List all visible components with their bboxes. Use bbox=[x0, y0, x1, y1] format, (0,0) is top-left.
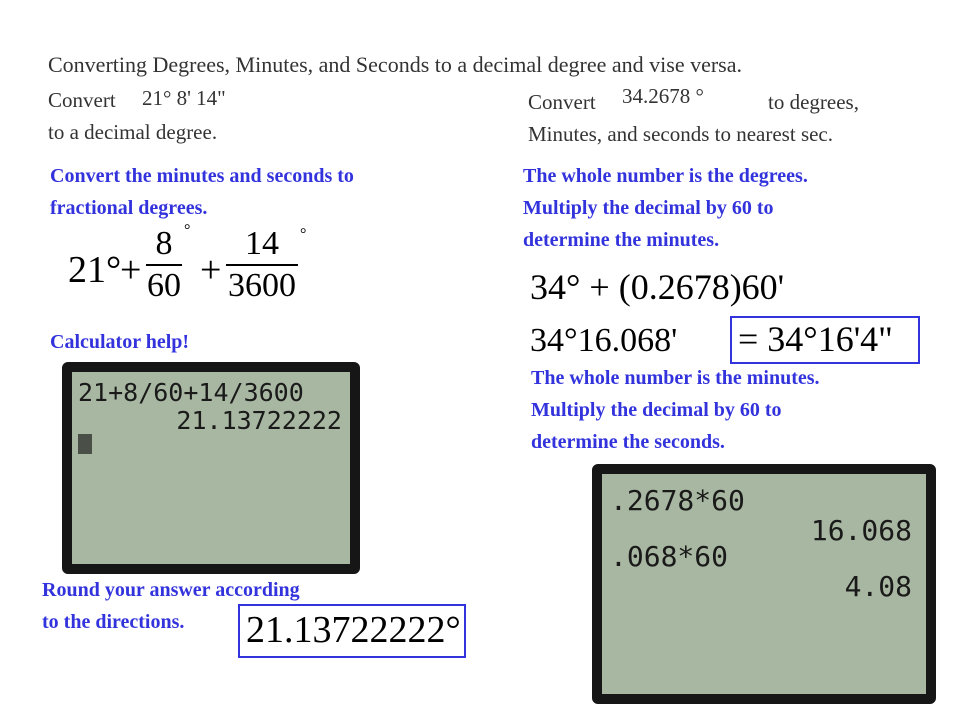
calculator-screen-left bbox=[62, 362, 360, 574]
formula-plus-2: + bbox=[200, 249, 222, 291]
calculator-result-line-1: 16.068 bbox=[810, 514, 912, 547]
result-box bbox=[238, 604, 466, 658]
result-value: 21.13722222° bbox=[246, 609, 461, 651]
calculator-result-line-2: 4.08 bbox=[844, 570, 912, 603]
calculator-input-line-1: .2678*60 bbox=[610, 484, 745, 517]
right-instruction2-line2: Multiply the decimal by 60 to bbox=[531, 399, 782, 421]
cursor-block bbox=[78, 434, 92, 454]
calculator-input-line-2: .068*60 bbox=[610, 540, 729, 573]
degree-mark-1: ° bbox=[184, 222, 191, 239]
right-prompt-line2: Minutes, and seconds to nearest sec. bbox=[528, 122, 834, 146]
right-prompt-label: Convert bbox=[528, 90, 596, 114]
right-prompt-value: 34.2678 ° bbox=[622, 84, 704, 108]
formula-plus-1: + bbox=[120, 249, 142, 291]
fraction-seconds-numerator: 14 bbox=[245, 225, 279, 262]
right-prompt-tail: to degrees, bbox=[768, 90, 859, 114]
calculator-help-label: Calculator help! bbox=[50, 331, 190, 353]
page-title: Converting Degrees, Minutes, and Seconds to a decimal degree and vise versa. bbox=[48, 52, 743, 77]
right-instruction2-line3: determine the seconds. bbox=[531, 431, 725, 453]
left-prompt-value: 21° 8' 14" bbox=[142, 86, 226, 110]
fraction-minutes-numerator: 8 bbox=[155, 225, 173, 262]
left-instruction-line2: fractional degrees. bbox=[50, 197, 208, 219]
right-formula-1: 34° + (0.2678)60' bbox=[530, 267, 785, 307]
right-formula-2: 34°16.068' bbox=[530, 322, 678, 359]
formula-whole-degrees: 21° bbox=[68, 249, 122, 291]
right-instruction-line1: The whole number is the degrees. bbox=[523, 165, 808, 187]
fraction-seconds-denominator: 3600 bbox=[228, 267, 296, 304]
degree-mark-2: ° bbox=[300, 226, 307, 243]
left-prompt-line2: to a decimal degree. bbox=[48, 120, 218, 144]
calculator-screen-right bbox=[592, 464, 936, 704]
fraction-minutes bbox=[146, 226, 182, 304]
fraction-bar bbox=[146, 264, 182, 266]
round-line1: Round your answer according bbox=[42, 579, 300, 601]
right-instruction2-line1: The whole number is the minutes. bbox=[531, 367, 820, 389]
fraction-bar bbox=[226, 264, 298, 266]
answer-box bbox=[730, 316, 920, 364]
calculator-input-line: 21+8/60+14/3600 bbox=[78, 378, 304, 407]
fraction-minutes-denominator: 60 bbox=[147, 267, 181, 304]
calculator-result-line: 21.13722222 bbox=[176, 406, 342, 435]
fraction-seconds bbox=[226, 226, 298, 304]
answer-value: = 34°16'4" bbox=[738, 319, 893, 359]
right-instruction-line2: Multiply the decimal by 60 to bbox=[523, 197, 774, 219]
round-line2: to the directions. bbox=[42, 611, 185, 633]
left-instruction-line1: Convert the minutes and seconds to bbox=[50, 165, 354, 187]
right-instruction-line3: determine the minutes. bbox=[523, 229, 720, 251]
left-prompt-label: Convert bbox=[48, 88, 116, 112]
